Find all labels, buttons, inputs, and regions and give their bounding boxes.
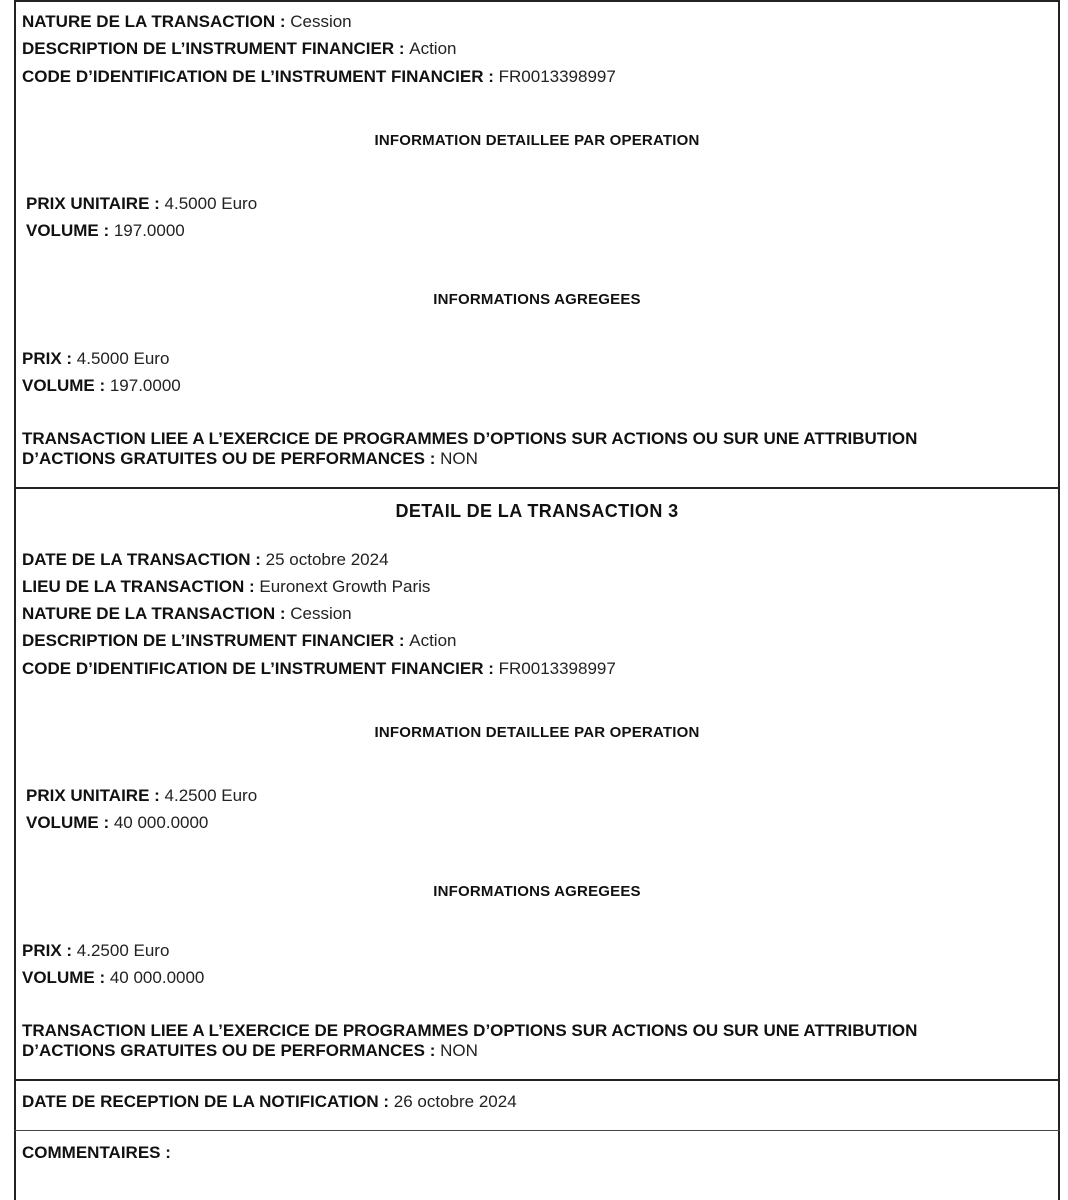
transaction-3-title: DETAIL DE LA TRANSACTION 3 — [395, 501, 679, 521]
field-label: LIEU DE LA TRANSACTION : — [22, 577, 260, 596]
field-label: NATURE DE LA TRANSACTION : — [22, 604, 291, 623]
field-value: NON — [440, 1041, 478, 1060]
instrument-description-row — [22, 39, 456, 59]
aggregated-volume-row — [22, 376, 181, 396]
field-value: 40 000.0000 — [113, 813, 209, 832]
field-value: 197.0000 — [109, 376, 181, 395]
field-label: VOLUME : — [22, 968, 110, 987]
field-value: Cession — [290, 12, 352, 31]
detail-per-operation-heading: INFORMATION DETAILLEE PAR OPERATION — [374, 132, 700, 149]
field-value: Action — [409, 39, 457, 58]
section-divider — [14, 1130, 1060, 1131]
field-label: D’ACTIONS GRATUITES OU DE PERFORMANCES : — [22, 1041, 441, 1060]
comments-label: COMMENTAIRES : — [22, 1143, 171, 1162]
field-label: VOLUME : — [26, 813, 114, 832]
field-label: CODE D’IDENTIFICATION DE L’INSTRUMENT FINANCIER : — [22, 659, 499, 678]
field-value: Euronext Growth Paris — [259, 577, 431, 596]
unit-price-row — [26, 786, 257, 806]
detail-per-operation-heading: INFORMATION DETAILLEE PAR OPERATION — [374, 724, 700, 741]
field-label: PRIX UNITAIRE : — [26, 786, 165, 805]
field-label: NATURE DE LA TRANSACTION : — [22, 12, 291, 31]
transaction-date-row — [22, 550, 389, 570]
field-label: DESCRIPTION DE L’INSTRUMENT FINANCIER : — [22, 39, 410, 58]
field-label: PRIX UNITAIRE : — [26, 194, 165, 213]
field-value: 4.2500 Euro — [164, 786, 258, 805]
field-label: D’ACTIONS GRATUITES OU DE PERFORMANCES : — [22, 449, 441, 468]
field-label: VOLUME : — [26, 221, 114, 240]
field-value: FR0013398997 — [498, 67, 616, 86]
aggregated-price-row — [22, 941, 169, 961]
aggregated-volume-row — [22, 968, 204, 988]
field-value: 4.5000 Euro — [76, 349, 170, 368]
transaction-nature-row — [22, 604, 352, 624]
instrument-code-row — [22, 67, 616, 87]
field-label: PRIX : — [22, 349, 77, 368]
field-label: DATE DE LA TRANSACTION : — [22, 550, 266, 569]
field-value: NON — [440, 449, 478, 468]
instrument-description-row — [22, 631, 456, 651]
field-value: 4.2500 Euro — [76, 941, 170, 960]
field-value: 26 octobre 2024 — [393, 1092, 517, 1111]
transaction-place-row — [22, 577, 430, 597]
section-divider — [14, 1079, 1060, 1081]
transaction-nature-row — [22, 12, 352, 32]
field-label: DESCRIPTION DE L’INSTRUMENT FINANCIER : — [22, 631, 410, 650]
top-border — [14, 0, 1060, 2]
field-label: CODE D’IDENTIFICATION DE L’INSTRUMENT FINANCIER : — [22, 67, 499, 86]
linked-transaction-statement — [22, 1021, 1042, 1061]
field-label: TRANSACTION LIEE A L’EXERCICE DE PROGRAMMES D’OPTIONS SUR ACTIONS OU SUR UNE ATTRIBUTION — [22, 1021, 918, 1040]
field-value: 197.0000 — [113, 221, 185, 240]
unit-price-row — [26, 194, 257, 214]
aggregated-info-heading: INFORMATIONS AGREGEES — [433, 883, 641, 900]
detail-volume-row — [26, 221, 185, 241]
field-value: FR0013398997 — [498, 659, 616, 678]
comments-row — [22, 1143, 171, 1163]
field-value: 25 octobre 2024 — [265, 550, 389, 569]
reception-date-row — [22, 1092, 517, 1112]
field-label: TRANSACTION LIEE A L’EXERCICE DE PROGRAMMES D’OPTIONS SUR ACTIONS OU SUR UNE ATTRIBUTION — [22, 429, 918, 448]
field-value: Cession — [290, 604, 352, 623]
aggregated-info-heading: INFORMATIONS AGREGEES — [433, 291, 641, 308]
field-value: 4.5000 Euro — [164, 194, 258, 213]
instrument-code-row — [22, 659, 616, 679]
field-label: DATE DE RECEPTION DE LA NOTIFICATION : — [22, 1092, 394, 1111]
field-value: 40 000.0000 — [109, 968, 205, 987]
document-frame — [14, 0, 1060, 1200]
field-value: Action — [409, 631, 457, 650]
linked-transaction-statement — [22, 429, 1042, 469]
section-divider — [14, 487, 1060, 489]
detail-volume-row — [26, 813, 208, 833]
field-label: VOLUME : — [22, 376, 110, 395]
aggregated-price-row — [22, 349, 169, 369]
field-label: PRIX : — [22, 941, 77, 960]
